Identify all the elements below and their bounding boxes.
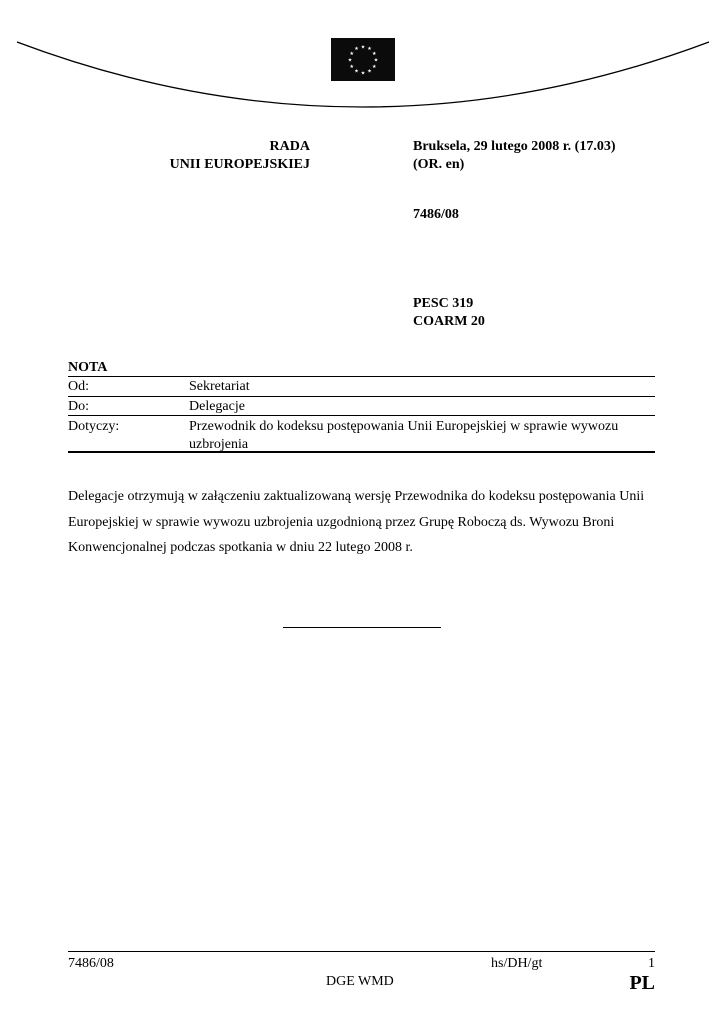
eu-flag-logo [331, 38, 395, 81]
body-paragraph: Delegacje otrzymują w załączeniu zaktualizowaną wersję Przewodnika do kodeksu postępowania Unii Europejskiej w sprawie wywozu uzbrojenia uzgodnioną przez Grupę Roboczą ds. Wywozu Broni Konwencjonalnej podczas spotkania w dniu 22 lutego 2008 r. [68, 489, 645, 555]
footer-directorate: DGE WMD [326, 974, 394, 989]
star-icon: ★ [372, 50, 377, 57]
council-name-line1: RADA [269, 139, 310, 154]
star-icon: ★ [354, 46, 359, 53]
star-icon: ★ [349, 50, 354, 57]
star-icon: ★ [354, 68, 359, 75]
closing-line [283, 627, 441, 628]
star-icon: ★ [349, 63, 354, 70]
star-icon: ★ [360, 70, 366, 77]
star-icon: ★ [367, 46, 372, 53]
note-title: NOTA [68, 360, 108, 375]
to-value: Delegacje [189, 399, 245, 414]
original-language: (OR. en) [413, 157, 465, 172]
from-value: Sekretariat [189, 379, 250, 394]
divider [68, 376, 655, 377]
place-date: Bruksela, 29 lutego 2008 r. (17.03) [413, 139, 616, 154]
divider [68, 451, 655, 453]
classification-code-1: PESC 319 [413, 296, 474, 311]
star-icon: ★ [373, 57, 379, 64]
document-number: 7486/08 [413, 207, 459, 222]
footer-doc-number: 7486/08 [68, 956, 114, 971]
star-icon: ★ [372, 63, 377, 70]
to-label: Do: [68, 399, 89, 414]
footer-initials: hs/DH/gt [491, 956, 543, 971]
footer-page-number: 1 [648, 956, 655, 971]
footer-language-code: PL [629, 972, 655, 994]
divider [68, 415, 655, 416]
council-name-line2: UNII EUROPEJSKIEJ [169, 157, 310, 172]
divider [68, 396, 655, 397]
subject-label: Dotyczy: [68, 419, 120, 434]
subject-value: Przewodnik do kodeksu postępowania Unii Europejskiej w sprawie wywozu uzbrojenia [189, 419, 619, 452]
star-icon: ★ [347, 57, 353, 64]
eu-stars-icon [331, 38, 395, 81]
star-icon: ★ [360, 44, 366, 51]
from-label: Od: [68, 379, 89, 394]
classification-code-2: COARM 20 [413, 314, 485, 329]
star-icon: ★ [367, 68, 372, 75]
footer-divider [68, 951, 655, 952]
